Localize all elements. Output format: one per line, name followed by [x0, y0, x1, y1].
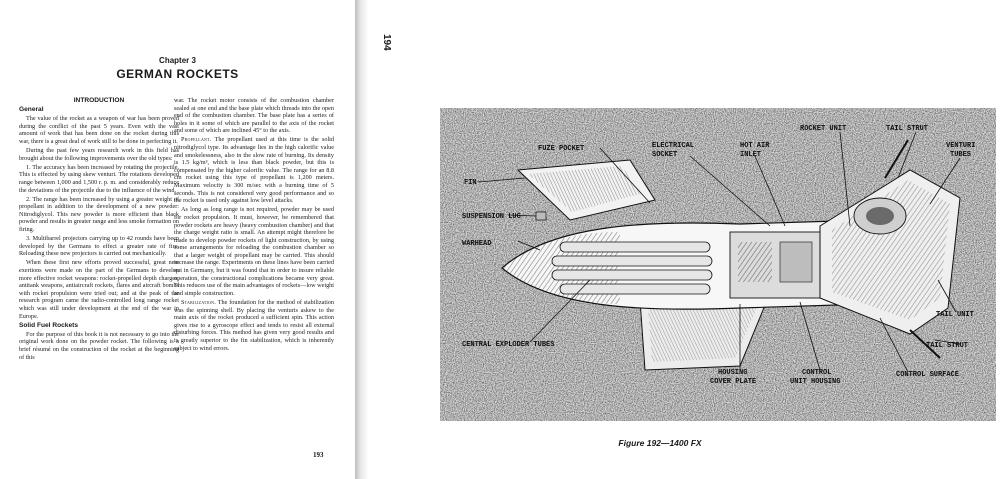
paragraph: 2. The range has been increased by using a greater weight of propellant in addition to the development of a new powder: Nitrodiglycol. This new powder is more efficient than black powder and results in greater range and less smoke formation on firing. — [19, 195, 179, 233]
paragraph-stabilization — [174, 299, 334, 352]
solid-fuel-heading: Solid Fuel Rockets — [19, 321, 78, 329]
label-tail-unit: TAIL UNIT — [936, 311, 974, 319]
label-warhead: WARHEAD — [462, 240, 492, 248]
label-fuze-pocket: FUZE POCKET — [538, 145, 585, 153]
label-venturi-tubes-1: VENTURI — [946, 142, 976, 150]
label-control-unit-housing-2: UNIT HOUSING — [790, 378, 841, 386]
label-fin: FIN — [464, 179, 477, 187]
paragraph: When these first new efforts proved successful, great new exertions were made on the part of the Germans to develop more effective rocket weapons: rocket-propelled depth charges, antitank weapons, antiaircraft rockets, flares and aircraft bombs with rocket propulsion were tried out; and at the peak of the research program came the radio-controlled long range rocket which was still under development at the end of the war in Europe. — [19, 259, 179, 320]
chapter-title: GERMAN ROCKETS — [116, 67, 239, 81]
label-venturi-tubes-2: TUBES — [950, 151, 972, 159]
paragraph: war. The rocket motor consists of the combustion chamber sealed at one end and the base plate which threads into the open end of the combustion chamber. The base plate has a series of holes in it some of which are parallel to the axis of the rocket and some of which are inclined 45° to the axis. — [174, 97, 334, 135]
rocket-cutaway-figure — [440, 108, 996, 421]
label-hot-air-inlet-2: INLET — [740, 151, 762, 159]
page-number-right: 194 — [381, 34, 392, 51]
propellant-lead: Propellant. — [181, 136, 212, 144]
text-column-right — [174, 97, 334, 354]
label-central-exploder-tubes: CENTRAL EXPLODER TUBES — [462, 341, 555, 349]
paragraph-propellant — [174, 136, 334, 204]
paragraph: During the past few years research work in this field has brought about the following improvements over the old types: — [19, 147, 179, 162]
chapter-label: Chapter 3 — [159, 56, 196, 65]
text-column-left — [19, 97, 179, 363]
page-number-left: 193 — [313, 451, 324, 459]
paragraph: The value of the rocket as a weapon of war has been proved during the conflict of the past 5 years. Even with the vast amount of work that has been done on the rocket during this war, there is a great deal of work still to be done in perfecting it. — [19, 115, 179, 145]
label-electrical-socket-1: ELECTRICAL — [652, 142, 695, 150]
label-electrical-socket-2: SOCKET — [652, 151, 678, 159]
label-control-surface: CONTROL SURFACE — [896, 371, 960, 379]
paragraph: 3. Multibarrel projectors carrying up to 42 rounds have been developed by the Germans to effect a greater rate of fire. Reloading these new projectors is carried out mechanically. — [19, 235, 179, 258]
paragraph: For the purpose of this book it is not necessary to go into the original work done on the powder rocket. The following is a brief résumé on the construction of the rocket at the beginning of this — [19, 330, 179, 361]
label-control-unit-housing-1: CONTROL — [802, 369, 832, 377]
left-page — [0, 0, 355, 479]
label-tail-strut-top: TAIL STRUT — [886, 125, 929, 133]
propellant-text: The propellant used at this time is the solid nitrodiglycol type. Its advantage lies in the high calorific value and smokelessness, also in the slow rate of burning. Its density is 1.5 kg/m³, which is less than black powder, but this is compensated by the higher calorific value. The range for an 8.8 cm rocket using this type of propellant is 1,200 meters. Maximum velocity is 300 m/sec with a burning time of 5 seconds. This is not considered very good performance and so the rocket is used only against low level attacks. — [174, 136, 334, 205]
label-housing-cover-plate-2: COVER PLATE — [710, 378, 757, 386]
figure-caption: Figure 192—1400 FX — [618, 438, 702, 448]
label-tail-strut-bottom: TAIL STRUT — [926, 342, 969, 350]
label-rocket-unit: ROCKET UNIT — [800, 125, 847, 133]
introduction-heading: INTRODUCTION — [73, 97, 125, 104]
label-housing-cover-plate-1: HOUSING — [718, 369, 748, 377]
paragraph: 1. The accuracy has been increased by rotating the projectile. This is effected by using skew venturi. The rotations developed range between 1,000 and 1,500 r. p. m. and considerably reduce the deviations of the projectile due to the influence of the wind. — [19, 163, 179, 194]
stabilization-lead: Stabilization. — [181, 298, 217, 306]
label-hot-air-inlet-1: HOT AIR — [740, 142, 770, 150]
book-gutter — [355, 0, 369, 479]
label-suspension-lug: SUSPENSION LUG — [462, 213, 521, 221]
suspension-lug-shape — [536, 212, 546, 220]
paragraph: As long as long range is not required, powder may be used for rocket propulsion. It must, however, be remembered that powder rockets are heavy (heavy combustion chamber) and that the charge weight ratio is small. An attempt might therefore be made to develop powder rockets of light construction, by using some arrangements for reloading the combustion chamber so that a larger weight of propellant may be carried. This should increase the range. Experiments on these lines have been carried out in Germany, but it was found that in order to insure reliable operation, the constructional complications became very great. This reduces use of the main advantages of rockets—low weight and simple construction. — [174, 206, 334, 297]
general-heading: General — [19, 106, 44, 114]
stabilization-text: The foundation for the method of stabilization was the spinning shell. By placing the venturis askew to the main axis of the rocket produced a sufficient spin. This action gives rise to a gyroscope effect and tends to resist all external disturbing forces. This method has given very good results and is greatly superior to the fin stabilization, which is inherently subject to wind errors. — [174, 298, 334, 352]
